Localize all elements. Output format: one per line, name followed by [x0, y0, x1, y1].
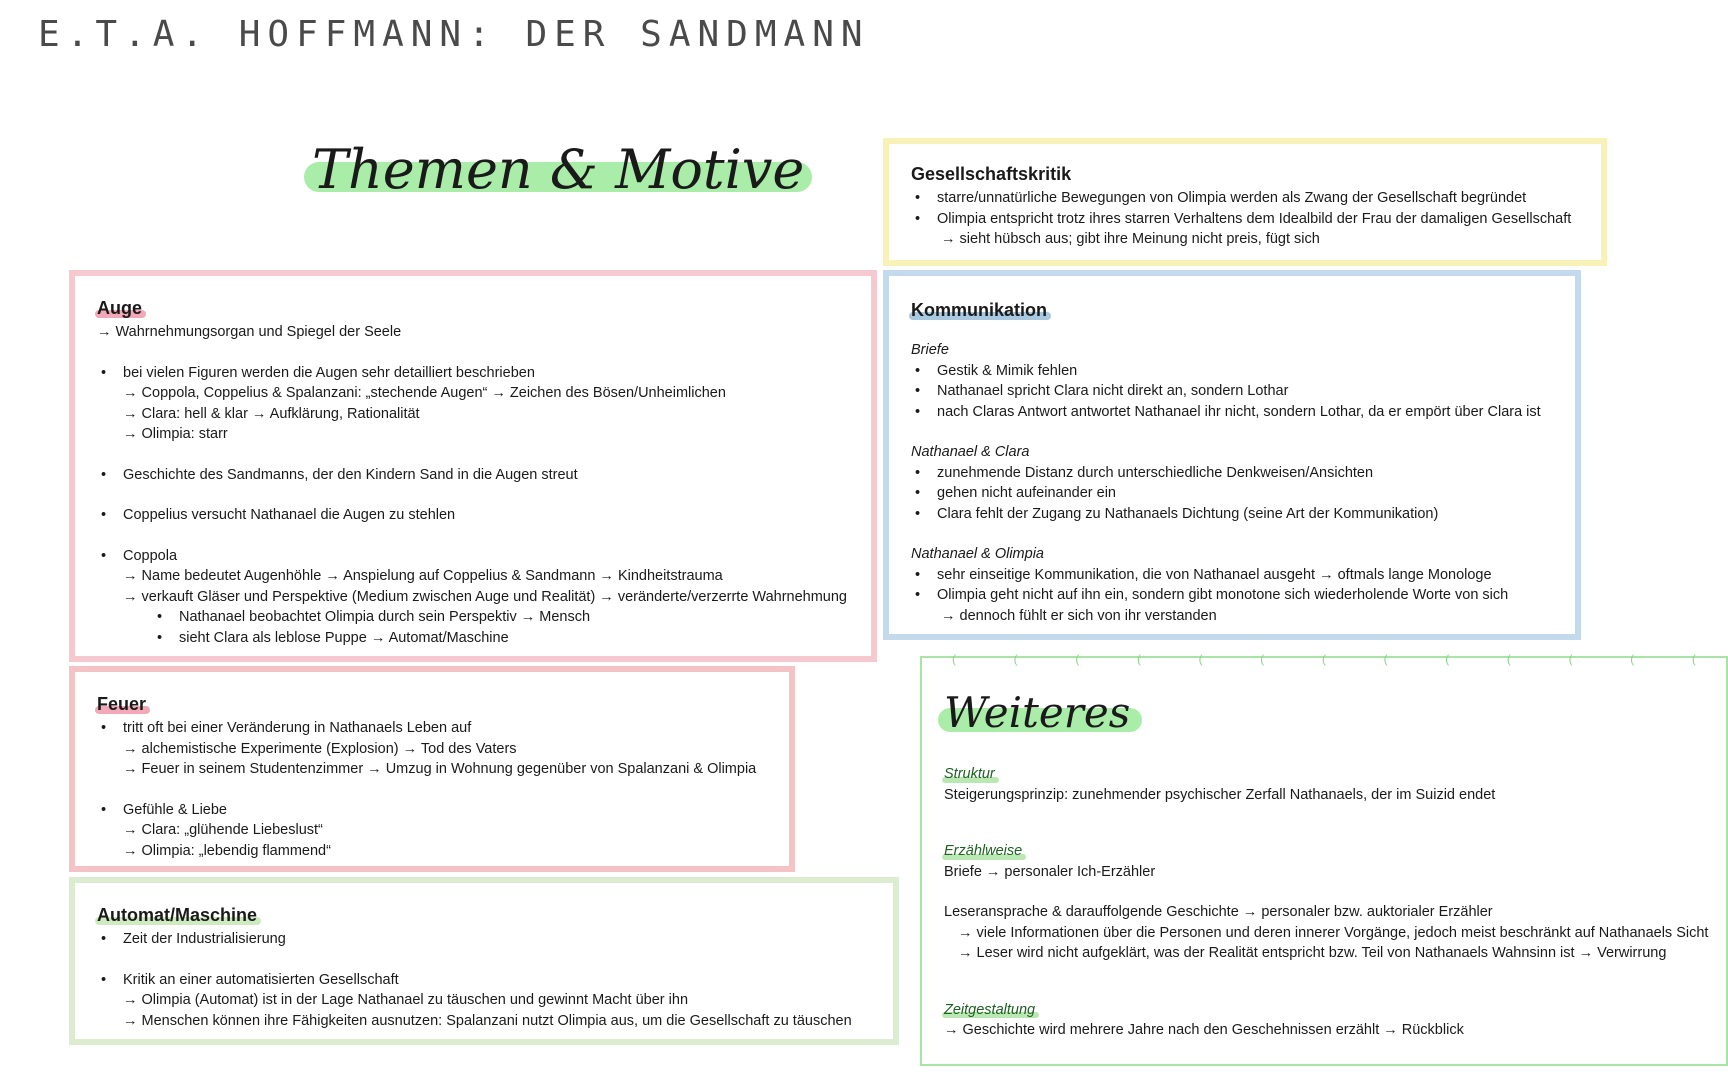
automat-bullet-2: • Kritik an einer automatisierten Gesellschaft — [97, 970, 871, 991]
feuer-bullet-2: • Gefühle & Liebe — [97, 800, 767, 821]
auge-sub-1: → Coppola, Coppelius & Spalanzani: „stechende Augen“ → Zeichen des Bösen/Unheimlichen — [123, 385, 726, 401]
weiteres-title: Weiteres — [944, 688, 1131, 737]
auge-sub-5: → verkauft Gläser und Perspektive (Medium zwischen Auge und Realität) → veränderte/verzerrte Wahrnehmung — [123, 588, 847, 605]
feuer-card — [69, 666, 795, 872]
zeitgestaltung-label: Zeitgestaltung — [944, 1000, 1035, 1021]
auge-intro: → Wahrnehmungsorgan und Spiegel der Seele — [97, 324, 402, 340]
gesellschaftskritik-title: Gesellschaftskritik — [911, 164, 1072, 184]
auge-bullet-4: • Coppola — [97, 546, 849, 567]
feuer-title: Feuer — [97, 694, 147, 714]
automat-sub-1: → Olimpia (Automat) ist in der Lage Nathanael zu täuschen und gewinnt Macht über ihn — [123, 992, 689, 1008]
automat-title: Automat/Maschine — [97, 905, 258, 925]
kommunikation-title: Kommunikation — [911, 300, 1048, 320]
feuer-bullet-1: • tritt oft bei einer Veränderung in Nathanaels Leben auf — [97, 718, 767, 739]
feuer-sub-1: → alchemistische Experimente (Explosion) → Tod des Vaters — [123, 740, 517, 757]
erzaehlweise-sub-2: → Leser wird nicht aufgeklärt, was der Realität entspricht bzw. Teil von Nathanaels Wahnsinn ist → Verwirrung — [958, 945, 1667, 961]
feuer-sub-2: → Feuer in seinem Studentenzimmer → Umzug in Wohnung gegenüber von Spalanzani & Olimpia — [123, 761, 757, 777]
section-heading-themen-motive — [312, 138, 804, 201]
auge-bullet-3: • Coppelius versucht Nathanael die Augen zu stehlen — [97, 505, 849, 526]
zeitgestaltung-text: → Geschichte wird mehrere Jahre nach den Geschehnissen erzählt → Rückblick — [944, 1022, 1464, 1038]
auge-bullet-1: • bei vielen Figuren werden die Augen sehr detailliert beschrieben — [97, 363, 849, 384]
feuer-sub-4: → Olimpia: „lebendig flammend“ — [123, 842, 331, 859]
binder-ticks: ( ( ( ( ( ( ( ( ( ( ( ( ( — [952, 652, 1696, 666]
auge-sub-2: → Clara: hell & klar → Aufklärung, Rationalität — [123, 405, 420, 422]
nathanael-olimpia-bullet-2: • Olimpia geht nicht auf ihn ein, sondern gibt monotone sich wiederholende Worte von sich — [911, 585, 1553, 606]
automat-bullet-1: • Zeit der Industrialisierung — [97, 929, 871, 950]
section-heading-text: Themen & Motive — [312, 138, 805, 201]
gesellschaftskritik-card — [883, 138, 1607, 266]
briefe-bullet-3: • nach Claras Antwort antwortet Nathanael ihr nicht, sondern Lothar, da er empört über Clara ist — [911, 402, 1553, 423]
auge-bullet-2: • Geschichte des Sandmanns, der den Kindern Sand in die Augen streut — [97, 465, 849, 486]
kommunikation-card — [883, 270, 1581, 640]
nathanael-clara-bullet-1: • zunehmende Distanz durch unterschiedliche Denkweisen/Ansichten — [911, 463, 1553, 484]
gesellschaftskritik-sub-1: → sieht hübsch aus; gibt ihre Meinung nicht preis, fügt sich — [941, 231, 1320, 247]
automat-card — [69, 877, 899, 1045]
auge-sub-4: → Name bedeutet Augenhöhle → Anspielung auf Coppelius & Sandmann → Kindheitstrauma — [123, 568, 723, 584]
auge-subbullet-2: • sieht Clara als leblose Puppe → Automat/Maschine — [97, 628, 849, 649]
erzaehlweise-sub-1: → viele Informationen über die Personen und deren innerer Vorgänge, jedoch meist beschränkt auf Nathanaels Sicht — [958, 924, 1709, 941]
weiteres-card — [920, 652, 1728, 1066]
erzaehlweise-text-1: Briefe → personaler Ich-Erzähler — [944, 863, 1156, 880]
nathanael-olimpia-sub-1: → dennoch fühlt er sich von ihr verstanden — [941, 607, 1217, 624]
auge-title: Auge — [97, 298, 142, 318]
struktur-text: Steigerungsprinzip: zunehmender psychischer Zerfall Nathanaels, der im Suizid endet — [944, 786, 1496, 803]
gesellschaftskritik-bullet-2: • Olimpia entspricht trotz ihres starren Verhaltens dem Idealbild der Frau der damaligen Gesellschaft — [911, 209, 1579, 230]
briefe-bullet-2: • Nathanael spricht Clara nicht direkt an, sondern Lothar — [911, 381, 1553, 402]
nathanael-olimpia-label: Nathanael & Olimpia — [911, 546, 1044, 562]
struktur-label: Struktur — [944, 764, 995, 785]
feuer-sub-3: → Clara: „glühende Liebeslust“ — [123, 822, 323, 838]
erzaehlweise-label: Erzählweise — [944, 841, 1022, 862]
auge-subbullet-1: • Nathanael beobachtet Olimpia durch sein Perspektiv → Mensch — [97, 607, 849, 628]
nathanael-olimpia-bullet-1: • sehr einseitige Kommunikation, die von Nathanael ausgeht → oftmals lange Monologe — [911, 565, 1553, 586]
nathanael-clara-label: Nathanael & Clara — [911, 444, 1030, 460]
briefe-bullet-1: • Gestik & Mimik fehlen — [911, 361, 1553, 382]
nathanael-clara-bullet-3: • Clara fehlt der Zugang zu Nathanaels Dichtung (seine Art der Kommunikation) — [911, 504, 1553, 525]
briefe-label: Briefe — [911, 342, 949, 358]
erzaehlweise-text-2: Leseransprache & darauffolgende Geschichte → personaler bzw. auktorialer Erzähler — [944, 904, 1493, 920]
page-title: E.T.A. HOFFMANN: DER SANDMANN — [38, 14, 870, 55]
nathanael-clara-bullet-2: • gehen nicht aufeinander ein — [911, 483, 1553, 504]
gesellschaftskritik-bullet-1: • starre/unnatürliche Bewegungen von Olimpia werden als Zwang der Gesellschaft begründet — [911, 188, 1579, 209]
auge-card — [69, 270, 877, 662]
auge-sub-3: → Olimpia: starr — [123, 426, 228, 442]
automat-sub-2: → Menschen können ihre Fähigkeiten ausnutzen: Spalanzani nutzt Olimpia aus, um die Gesellschaft zu täuschen — [123, 1012, 852, 1029]
